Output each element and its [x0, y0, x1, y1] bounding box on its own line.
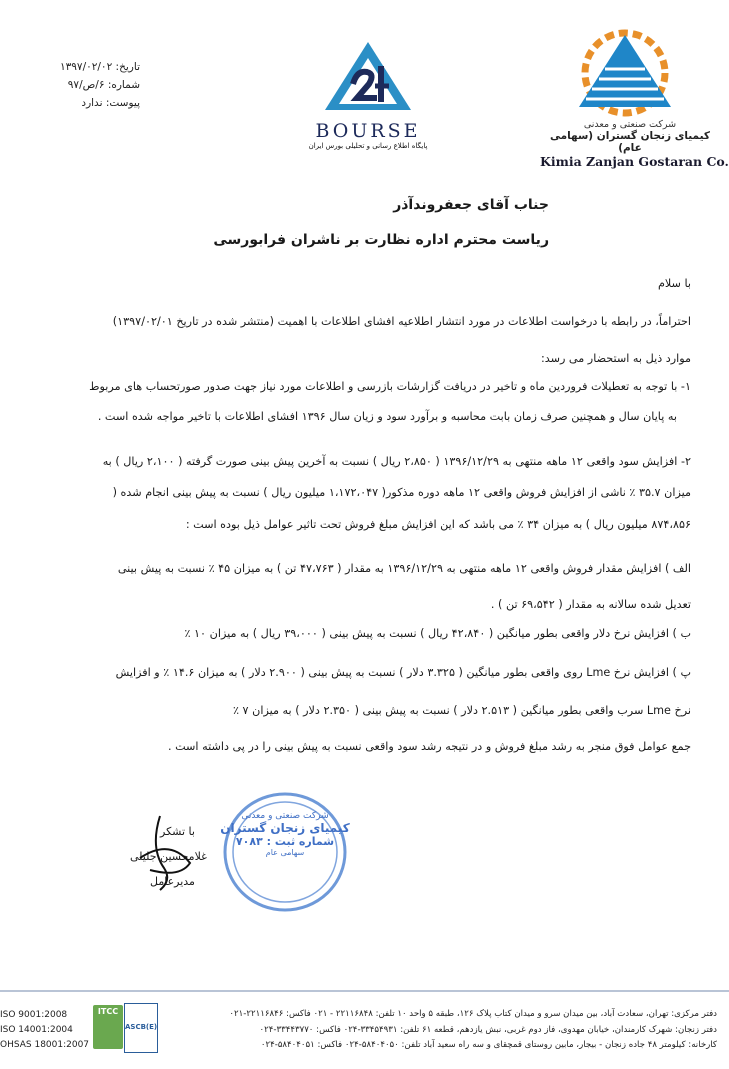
- ohsas-18001: OHSAS 18001:2007: [0, 1040, 90, 1050]
- item-a-line1: الف ) افزایش مقدار فروش واقعی ۱۲ ماهه منتهی به ۱۳۹۶/۱۲/۲۹ به مقدار ( ۴۷،۷۶۳ تن ) به میزان ۴۵ ٪ نسبت به پیش بینی: [117, 562, 691, 575]
- letter-attachment: پیوست: ندارد: [81, 97, 140, 109]
- footer-divider: [0, 990, 729, 992]
- bourse-emblem-icon: [323, 40, 413, 112]
- letter-number: شماره: ۶/ص/۹۷: [67, 79, 140, 91]
- iso-certifications: [0, 1008, 89, 1053]
- iso-14001: ISO 14001:2004: [0, 1025, 73, 1035]
- item2-line3: ۸۷۴،۸۵۶ میلیون ریال ) به میزان ۳۴ ٪ می باشد که این افزایش مبلغ فروش تحت تاثیر عوامل ذیل بوده است :: [185, 518, 691, 531]
- company-emblem-icon: [575, 25, 685, 117]
- itcc-certificate-logo: ITCC: [93, 1005, 123, 1049]
- iso-9001: ISO 9001:2008: [0, 1010, 68, 1020]
- item-b: ب ) افزایش نرخ دلار واقعی بطور میانگین ( ۴۲،۸۴۰ ریال ) نسبت به پیش بینی ( ۳۹،۰۰۰ ریال ) به میزان ۱۰ ٪: [184, 627, 691, 640]
- footer-central-office: دفتر مرکزی: تهران، سعادت آباد، بین میدان سرو و میدان کتاب پلاک ۱۲۶، طبقه ۵ واحد ۱۰ تلفن: ۲۲۱۱۶۸۴۸ - ۰۲۱ فاکس: ۲۲۱۱۶۸۴۶-۰۲۱: [229, 1009, 717, 1019]
- item-p-line2: نرخ Lme سرب واقعی بطور میانگین ( ۲.۵۱۳ دلار ) نسبت به پیش بینی ( ۲.۳۵۰ دلار ) به میزان ۷ ٪: [232, 704, 691, 717]
- letter-meta: [40, 58, 140, 112]
- stamp-line2: کیمیای زنجان گستران: [220, 821, 350, 835]
- footer-zanjan-office: دفتر زنجان: شهرک کارمندان، خیابان مهدوی، فاز دوم غربی، نبش یازدهم، قطعه ۶۱ تلفن: ۳۳۴۵۴۹۳۱-۰۲۴ فاکس: ۳۳۴۴۳۷۷۰-۰۲۴: [259, 1024, 717, 1035]
- company-name-line1: شرکت صنعتی و معدنی: [583, 119, 677, 130]
- handwritten-signature-icon: [120, 808, 210, 898]
- greeting: با سلام: [657, 277, 691, 290]
- stamp-line3: شماره ثبت : ۷۰۸۳: [235, 835, 335, 848]
- bourse-logo: [298, 40, 438, 150]
- bourse-brand: BOURSE: [315, 120, 421, 142]
- company-stamp: [220, 787, 350, 917]
- signature-name: غلامحسین جلیلی: [130, 850, 207, 863]
- intro-line-2: موارد ذیل به استحضار می رسد:: [540, 352, 691, 365]
- letter-date: تاریخ: ۱۳۹۷/۰۲/۰۲: [60, 61, 140, 73]
- addressee-title: ریاست محترم اداره نظارت بر ناشران فرابورسی: [213, 232, 549, 248]
- conclusion: جمع عوامل فوق منجر به رشد مبلغ فروش و در نتیجه رشد سود واقعی نسبت به پیش بینی را در پی داشته است .: [167, 740, 691, 753]
- footer-addresses: [187, 1007, 717, 1054]
- item-a-line2: تعدیل شده سالانه به مقدار ( ۶۹،۵۴۲ تن ) .: [490, 598, 691, 611]
- footer-factory: کارخانه: کیلومتر ۴۸ جاده زنجان - بیجار، مابین روستای قمچقای و سه راه سعید آباد تلفن: ۵۸۴۰۴۰۵۰-۰۲۴ فاکس: ۵۸۴۰۴۰۵۱-۰۲۴: [260, 1040, 717, 1050]
- intro-line: احتراماً، در رابطه با درخواست اطلاعات در مورد انتشار اطلاعیه افشای اطلاعات با اهمیت (منتشر شده در تاریخ ۱۳۹۷/۰۲/۰۱): [112, 315, 691, 328]
- item1-line2: به پایان سال و همچنین صرف زمان بابت محاسبه و برآورد سود و زیان سال ۱۳۹۶ افشای اطلاعات با تاخیر مواجه شده است .: [97, 410, 677, 423]
- item1-line1: ۱- با توجه به تعطیلات فروردین ماه و تاخیر در دریافت گزارشات بازرسی و اطلاعات مورد نیاز جهت صدور صورتحساب های مربوط: [89, 380, 691, 393]
- ascb-certificate-logo: ASCB(E): [124, 1003, 158, 1053]
- company-logo: [540, 25, 729, 169]
- signature-thanks: با تشکر: [160, 825, 195, 838]
- item-p-line1: پ ) افزایش نرخ Lme روی واقعی بطور میانگین ( ۳.۳۲۵ دلار ) نسبت به پیش بینی ( ۲.۹۰۰ دلار ) به میزان ۱۴.۶ ٪ و افزایش: [115, 666, 691, 679]
- item2-line1: ۲- افزایش سود واقعی ۱۲ ماهه منتهی به ۱۳۹۶/۱۲/۲۹ ( ۲،۸۵۰ ریال ) نسبت به آخرین پیش بینی صورت گرفته ( ۲،۱۰۰ ریال ) به: [102, 455, 691, 468]
- addressee-name: جناب آقای جعفروندآذر: [393, 197, 549, 213]
- stamp-line4: سهامی عام: [265, 848, 305, 857]
- bourse-subtitle: پایگاه اطلاع رسانی و تحلیلی بورس ایران: [308, 142, 428, 150]
- company-name-en: Kimia Zanjan Gostaran Co.: [540, 154, 729, 169]
- signature-title: مدیرعامل: [150, 875, 195, 888]
- stamp-line1: شرکت صنعتی و معدنی: [241, 811, 329, 821]
- item2-line2: میزان ۳۵.۷ ٪ ناشی از افزایش فروش واقعی ۱۲ ماهه دوره مذکور( ۱،۱۷۲،۰۴۷ میلیون ریال ) نسبت به پیش بینی انجام شده (: [112, 486, 691, 499]
- company-name-line2: کیمیای زنجان گستران (سهامی عام): [549, 130, 710, 154]
